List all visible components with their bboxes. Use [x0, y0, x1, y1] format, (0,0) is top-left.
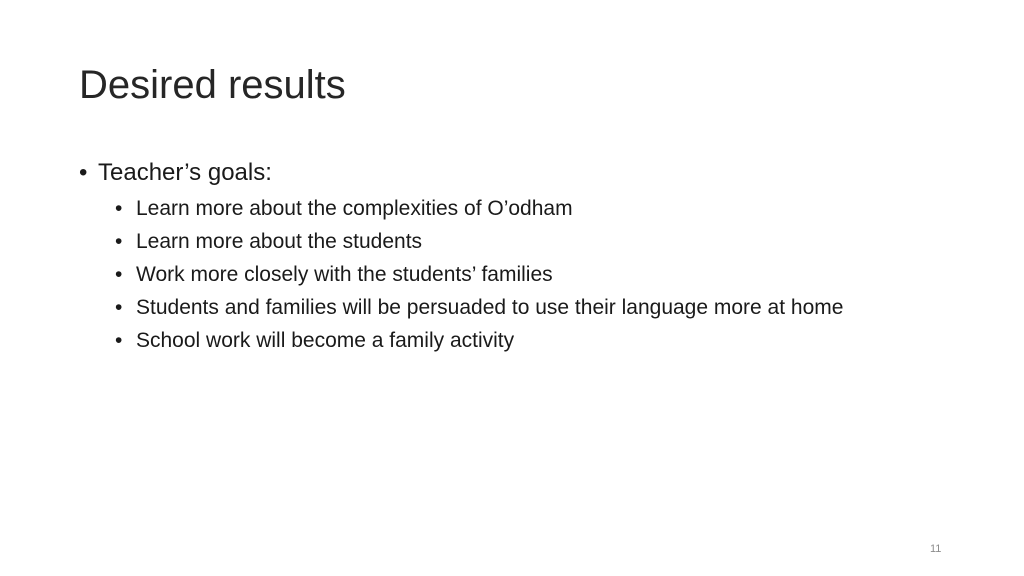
bullet-icon: • [115, 296, 123, 319]
sub-bullet-text: Work more closely with the students’ families [136, 263, 553, 286]
sub-bullet-list [79, 192, 979, 357]
bullet-text: Teacher’s goals: [98, 159, 272, 186]
bullet-teachers-goals [79, 156, 979, 190]
sub-bullet-item [79, 324, 979, 357]
bullet-icon: • [79, 159, 88, 186]
slide-title: Desired results [79, 63, 346, 107]
sub-bullet-item [79, 192, 979, 225]
sub-bullet-text: Students and families will be persuaded to use their language more at home [136, 296, 844, 319]
bullet-icon: • [115, 230, 123, 253]
sub-bullet-text: Learn more about the complexities of O’odham [136, 197, 573, 220]
sub-bullet-item [79, 225, 979, 258]
sub-bullet-item [79, 291, 979, 324]
page-number: 11 [930, 543, 942, 555]
sub-bullet-text: Learn more about the students [136, 230, 423, 253]
bullet-icon: • [115, 263, 123, 286]
bullet-icon: • [115, 329, 123, 352]
bullet-icon: • [115, 197, 123, 220]
sub-bullet-text: School work will become a family activity [136, 329, 515, 352]
sub-bullet-item [79, 258, 979, 291]
slide-body [79, 156, 979, 357]
